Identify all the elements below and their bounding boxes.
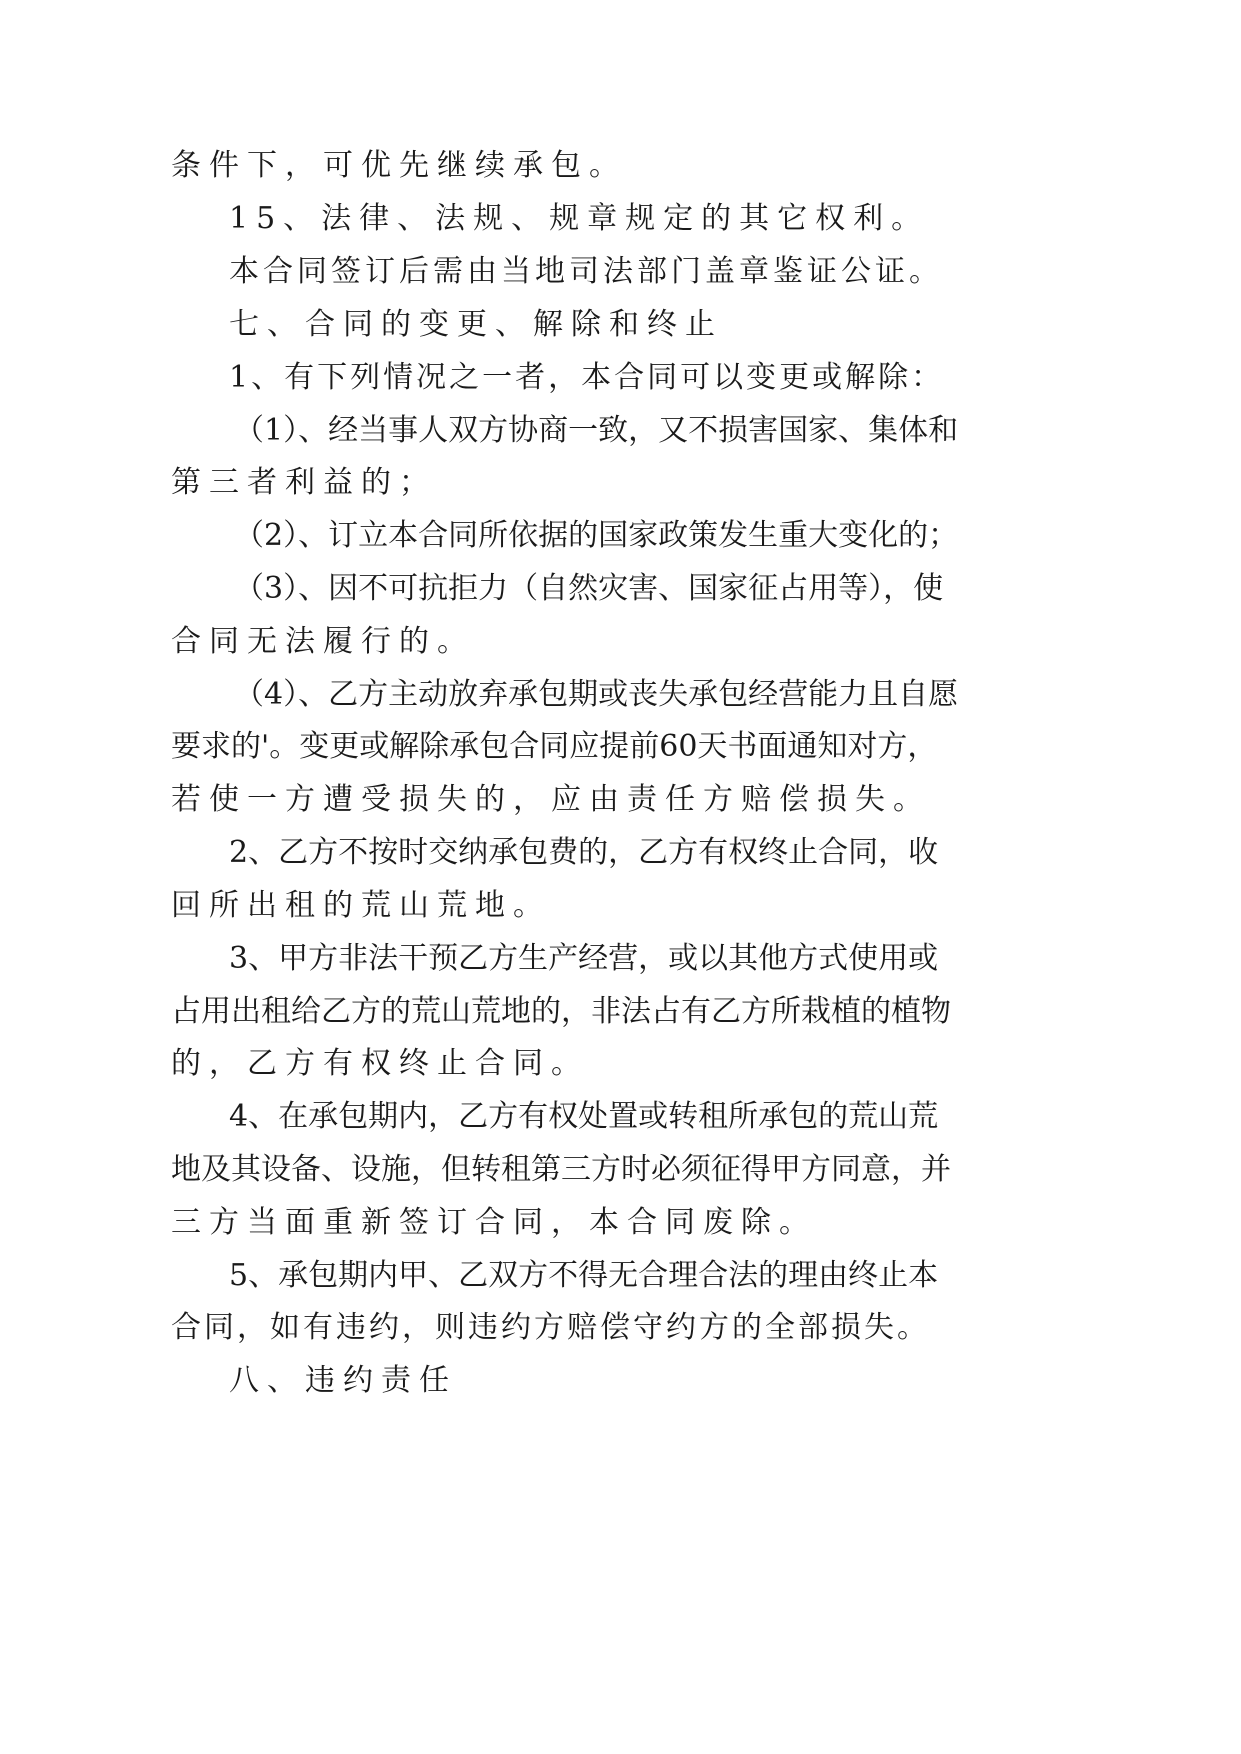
text-line: 2、乙方不按时交纳承包费的，乙方有权终止合同，收 <box>229 835 939 870</box>
text-line: 本合同签订后需由当地司法部门盖章鉴证公证。 <box>229 254 943 289</box>
text-line: 地及其设备、设施，但转租第三方时必须征得甲方同意，并 <box>171 1152 951 1187</box>
text-line: 第三者利益的； <box>171 465 437 500</box>
text-line: 合同无法履行的。 <box>171 624 475 659</box>
text-line: 条件下，可优先继续承包。 <box>171 148 627 183</box>
text-line: 4、在承包期内，乙方有权处置或转租所承包的荒山荒 <box>229 1099 939 1134</box>
text-line: 回所出租的荒山荒地。 <box>171 888 551 923</box>
text-line: （3）、因不可抗拒力（自然灾害、国家征占用等），使 <box>234 571 944 606</box>
text-line: 占用出租给乙方的荒山荒地的，非法占有乙方所栽植的植物 <box>171 994 951 1029</box>
text-line: 三方当面重新签订合同，本合同废除。 <box>171 1205 817 1240</box>
text-line: 15、法律、法规、规章规定的其它权利。 <box>229 201 930 236</box>
text-line: 1、有下列情况之一者，本合同可以变更或解除： <box>229 360 945 395</box>
text-line: （2）、订立本合同所依据的国家政策发生重大变化的； <box>234 518 959 553</box>
text-line: （1）、经当事人双方协商一致，又不损害国家、集体和 <box>234 413 959 448</box>
text-line: 5、承包期内甲、乙双方不得无合理合法的理由终止本 <box>229 1258 939 1293</box>
text-line: 3、甲方非法干预乙方生产经营，或以其他方式使用或 <box>229 941 939 976</box>
text-line: 要求的'。变更或解除承包合同应提前60天书面通知对方， <box>171 729 938 764</box>
section-heading: 七、合同的变更、解除和终止 <box>229 307 723 342</box>
text-line: （4）、乙方主动放弃承包期或丧失承包经营能力且自愿 <box>234 677 959 712</box>
text-line: 的，乙方有权终止合同。 <box>171 1046 589 1081</box>
section-heading: 八、违约责任 <box>229 1363 457 1398</box>
text-line: 若使一方遭受损失的，应由责任方赔偿损失。 <box>171 782 931 817</box>
text-line: 合同，如有违约，则违约方赔偿守约方的全部损失。 <box>171 1310 930 1345</box>
